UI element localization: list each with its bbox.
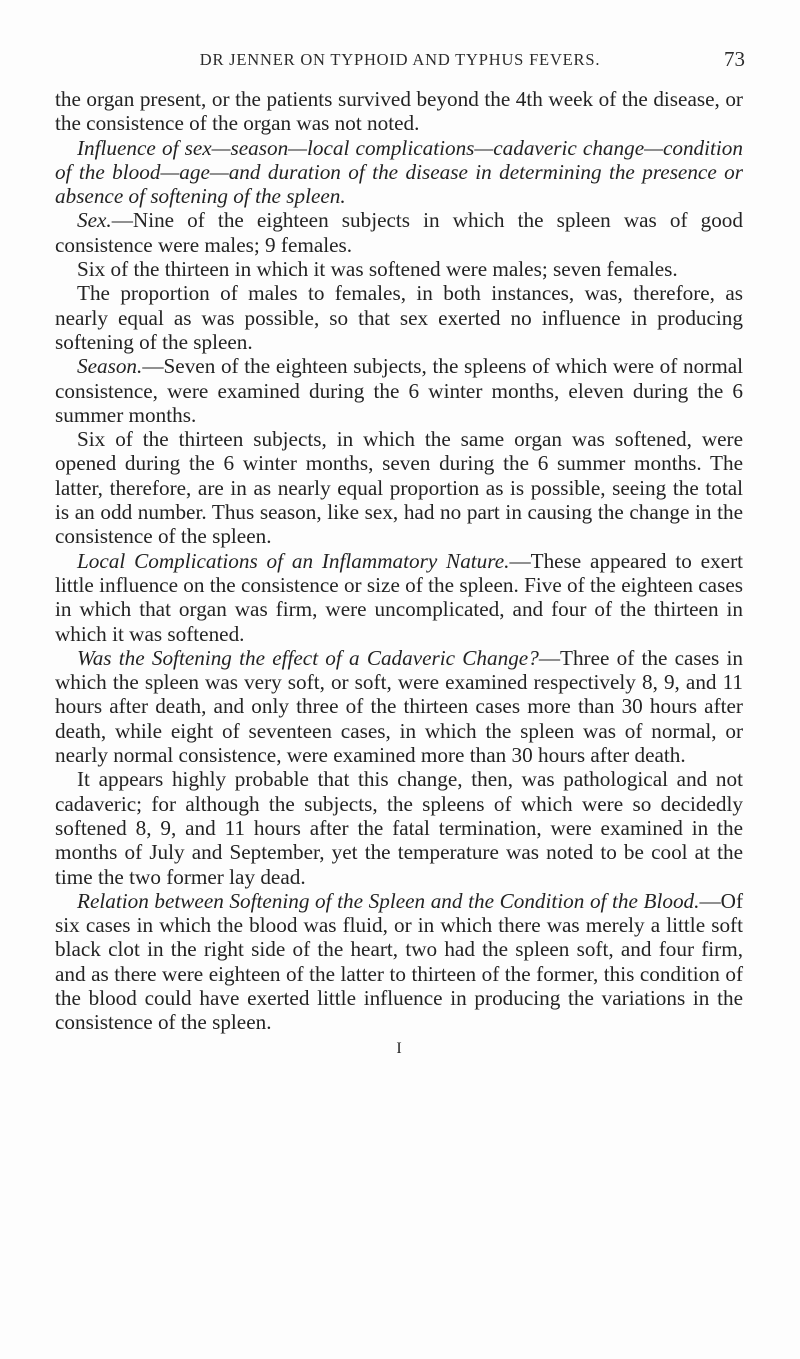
paragraph: [55, 549, 743, 646]
paragraph-text: Six of the thirteen subjects, in which the same organ was softened, were opened during the 6 winter months, seven during the 6 summer months. The latter, therefore, are in as nearly equal proportion as is possible, seeing the total is an odd number. Thus season, like sex, had no part in causing the change in the consistence of the spleen.: [55, 427, 743, 549]
paragraph: [55, 281, 743, 354]
paragraph-text: the organ present, or the patients survived beyond the 4th week of the disease, or the consistence of the organ was not noted.: [55, 87, 743, 136]
paragraph-text: It appears highly probable that this change, then, was pathological and not cadaveric; for although the subjects, the spleens of which were so decidedly softened 8, 9, and 11 hours after the fatal termination, were examined in the months of July and September, yet the temperature was noted to be cool at the time the two former lay dead.: [55, 767, 743, 889]
paragraph-text: —These appeared to exert little influence on the consistence or size of the spleen. Five of the eighteen cases in which that organ was firm, were uncomplicated, and four of the thirteen in which it was softened.: [55, 548, 744, 646]
paragraph: [55, 208, 743, 257]
body-text: [55, 87, 743, 1061]
paragraph: [55, 427, 743, 548]
paragraph-text: —Of six cases in which the blood was fluid, or in which there was merely a little soft black clot in the right side of the heart, two had the spleen soft, and four firm, and as there were eighteen of the latter to thirteen of the former, this condition of the blood could have exerted little influence in producing the variations in the consistence of the spleen.: [55, 888, 743, 1035]
paragraph-text: The proportion of males to females, in both instances, was, therefore, as nearly equal as was possible, so that sex exerted no influence in producing softening of the spleen.: [55, 281, 743, 354]
paragraph-heading: Relation between Softening of the Spleen and the Condition of the Blood.: [77, 888, 700, 913]
page-number: 73: [724, 47, 745, 71]
paragraph: [55, 87, 743, 136]
paragraph-text: —Nine of the eighteen subjects in which the spleen was of good consistence were males; 9 females.: [55, 208, 743, 257]
paragraph: [55, 354, 743, 427]
paragraph-text: —Three of the cases in which the spleen was very soft, or soft, were examined respectively 8, 9, and 11 hours after death, and only three of the thirteen cases more than 30 hours after death, while eight of seventeen cases, in which the spleen was of normal, or nearly normal consistence, were examined more than 30 hours after death.: [55, 645, 743, 768]
paragraph-text: Six of the thirteen in which it was softened were males; seven females.: [77, 257, 678, 282]
signature-mark: I: [396, 1039, 402, 1057]
paragraph: [55, 767, 743, 888]
paragraph-heading: Sex.: [77, 208, 112, 233]
page-header: [55, 47, 745, 80]
paragraph: [55, 646, 743, 767]
paragraph-text: —Seven of the eighteen subjects, the spleens of which were of normal consistence, were examined during the 6 winter months, eleven during the 6 summer months.: [55, 354, 743, 427]
paragraph: [55, 257, 743, 281]
paragraph-heading: Season.: [77, 354, 143, 379]
paragraph-heading: Influence of sex—season—local complications—cadaveric change—condition of the blood—age—and duration of the disease in determining the presence or absence of softening of the spleen.: [55, 135, 743, 209]
paragraph-heading: Local Complications of an Inflammatory Nature.: [77, 548, 510, 573]
paragraph: [55, 889, 743, 1035]
paragraph: [55, 136, 743, 209]
running-title: DR JENNER ON TYPHOID AND TYPHUS FEVERS.: [199, 50, 601, 69]
paragraph-heading: Was the Softening the effect of a Cadaveric Change?: [77, 645, 539, 670]
